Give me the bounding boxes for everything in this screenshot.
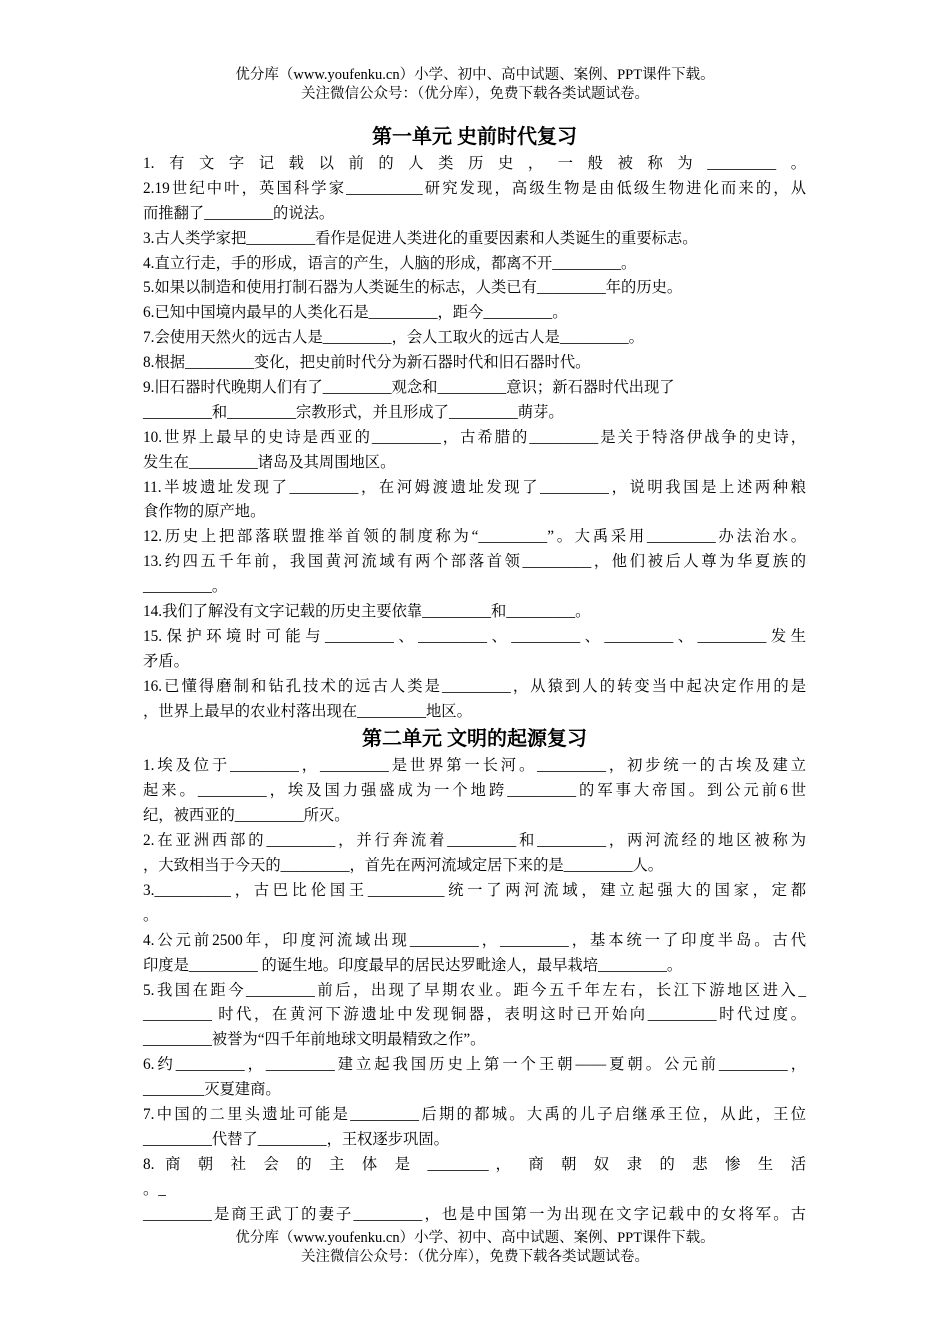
unit1-line: 3.古人类学家把_________看作是促进人类进化的重要因素和人类诞生的重要标志。 — [143, 229, 698, 247]
unit1-line: 8.根据_________变化，把史前时代分为新石器时代和旧石器时代。 — [143, 354, 591, 372]
unit2-line: 起来。_________，埃及国力强盛成为一个地跨_________的军事大帝国。到公元前6世 — [143, 782, 806, 800]
unit1-line: 4.直立行走，手的形成，语言的产生，人脑的形成，都离不开_________。 — [143, 254, 637, 272]
unit1-line: 9.旧石器时代晚期人们有了_________观念和_________意识；新石器时代出现了 — [143, 379, 675, 397]
unit1-line: 16.已懂得磨制和钻孔技术的远古人类是_________，从猿到人的转变当中起决定作用的是 — [143, 677, 806, 695]
unit2-line: 5.我国在距今_________前后，出现了早期农业。距今五千年左右，长江下游地区进入_ — [143, 981, 806, 999]
unit2-line: _________是商王武丁的妻子_________，也是中国第一为出现在文字记载中的女将军。古 — [143, 1205, 806, 1223]
unit2-line: 。_ — [143, 1180, 166, 1198]
unit2-line: 。 — [143, 906, 159, 924]
footer-line-2: 关注微信公众号：（优分库），免费下载各类试题试卷。 — [301, 1249, 649, 1265]
header-line-2: 关注微信公众号：（优分库），免费下载各类试题试卷。 — [301, 86, 649, 102]
unit2-line: _________被誉为“四千年前地球文明最精致之作”。 — [143, 1031, 486, 1049]
unit2-line: 3.__________，古巴比伦国王__________统一了两河流域，建立起强大的国家，定都 — [143, 881, 806, 899]
unit2-line: 印度是_________ 的诞生地。印度最早的居民达罗毗途人，最早栽培_________。 — [143, 956, 683, 974]
unit1-line: 而推翻了_________的说法。 — [143, 204, 335, 222]
unit1-line: 11.半坡遗址发现了_________，在河姆渡遗址发现了_________，说明我国是上述两种粮 — [143, 478, 806, 496]
unit1-line: 5.如果以制造和使用打制石器为人类诞生的标志，人类已有_________年的历史。 — [143, 279, 683, 297]
document-body — [143, 122, 806, 1227]
unit1-line: 14.我们了解没有文字记载的历史主要依靠_________和_________。 — [143, 603, 591, 621]
unit1-line: 6.已知中国境内最早的人类化石是_________，距今_________。 — [143, 304, 568, 322]
unit2-line: ，大致相当于今天的_________，首先在两河流域定居下来的是_________人。 — [143, 857, 664, 875]
unit2-line: _________代替了_________，王权逐步巩固。 — [143, 1130, 449, 1148]
unit1-line: _________。 — [143, 578, 228, 596]
unit2-line: ________灭夏建商。 — [143, 1081, 281, 1099]
page-header — [0, 66, 950, 104]
unit1-line: 13.约四五千年前，我国黄河流域有两个部落首领_________，他们被后人尊为华夏族的 — [143, 553, 806, 571]
unit1-line: 食作物的原产地。 — [143, 503, 266, 521]
unit2-line: 4.公元前2500年，印度河流域出现_________，_________，基本统一了印度半岛。古代 — [143, 931, 806, 949]
unit1-line: _________和_________宗教形式，并且形成了_________萌芽。 — [143, 403, 564, 421]
unit1-line: 矛盾。 — [143, 652, 189, 670]
unit2-title: 第二单元 文明的起源复习 — [362, 728, 587, 751]
unit1-line: 发生在_________诸岛及其周围地区。 — [143, 453, 396, 471]
unit2-line: 1.埃及位于_________，_________是世界第一长河。_________，初步统一的古埃及建立 — [143, 757, 806, 775]
unit1-line: 7.会使用天然火的远古人是_________，会人工取火的远古人是_________。 — [143, 329, 644, 347]
unit2-questions — [143, 754, 806, 1227]
unit1-line: 1.有文字记载以前的人类历史，一般被称为_________。 — [143, 155, 806, 172]
unit2-line: 7.中国的二里头遗址可能是_________后期的都城。大禹的儿子启继承王位，从此，王位 — [143, 1105, 806, 1123]
unit1-line: 12.历史上把部落联盟推举首领的制度称为“_________”。大禹采用_________办法治水。 — [143, 528, 806, 546]
unit1-line: 15.保护环境时可能与_________、_________、_________、_________、_________发生 — [143, 627, 806, 645]
unit1-line: ，世界上最早的农业村落出现在_________地区。 — [143, 702, 472, 720]
header-line-1: 优分库（www.youfenku.cn）小学、初中、高中试题、案例、PPT课件下载。 — [235, 67, 715, 83]
unit1-questions — [143, 152, 806, 724]
unit1-title: 第一单元 史前时代复习 — [372, 126, 577, 148]
unit2-line: 2.在亚洲西部的_________，并行奔流着_________和_________，两河流经的地区被称为 — [143, 832, 806, 850]
page-footer — [0, 1229, 950, 1267]
unit1-line: 2.19世纪中叶，英国科学家__________研究发现，高级生物是由低级生物进化而来的，从 — [143, 179, 806, 197]
unit2-line: 纪，被西亚的_________所灭。 — [143, 807, 350, 825]
unit2-line: _________ 时代，在黄河下游遗址中发现铜器，表明这时已开始向_________时代过度。 — [143, 1006, 806, 1024]
unit1-line: 10.世界上最早的史诗是西亚的_________，古希腊的_________是关于特洛伊战争的史诗， — [143, 428, 806, 446]
unit2-line: 6.约_________，_________建立起我国历史上第一个王朝——夏朝。公元前_________， — [143, 1056, 806, 1074]
footer-line-1: 优分库（www.youfenku.cn）小学、初中、高中试题、案例、PPT课件下载。 — [235, 1230, 715, 1246]
unit2-line: 8. 商 朝 社 会 的 主 体 是 ________， 商 朝 奴 隶 的 悲 惨 生 活 — [143, 1155, 806, 1173]
